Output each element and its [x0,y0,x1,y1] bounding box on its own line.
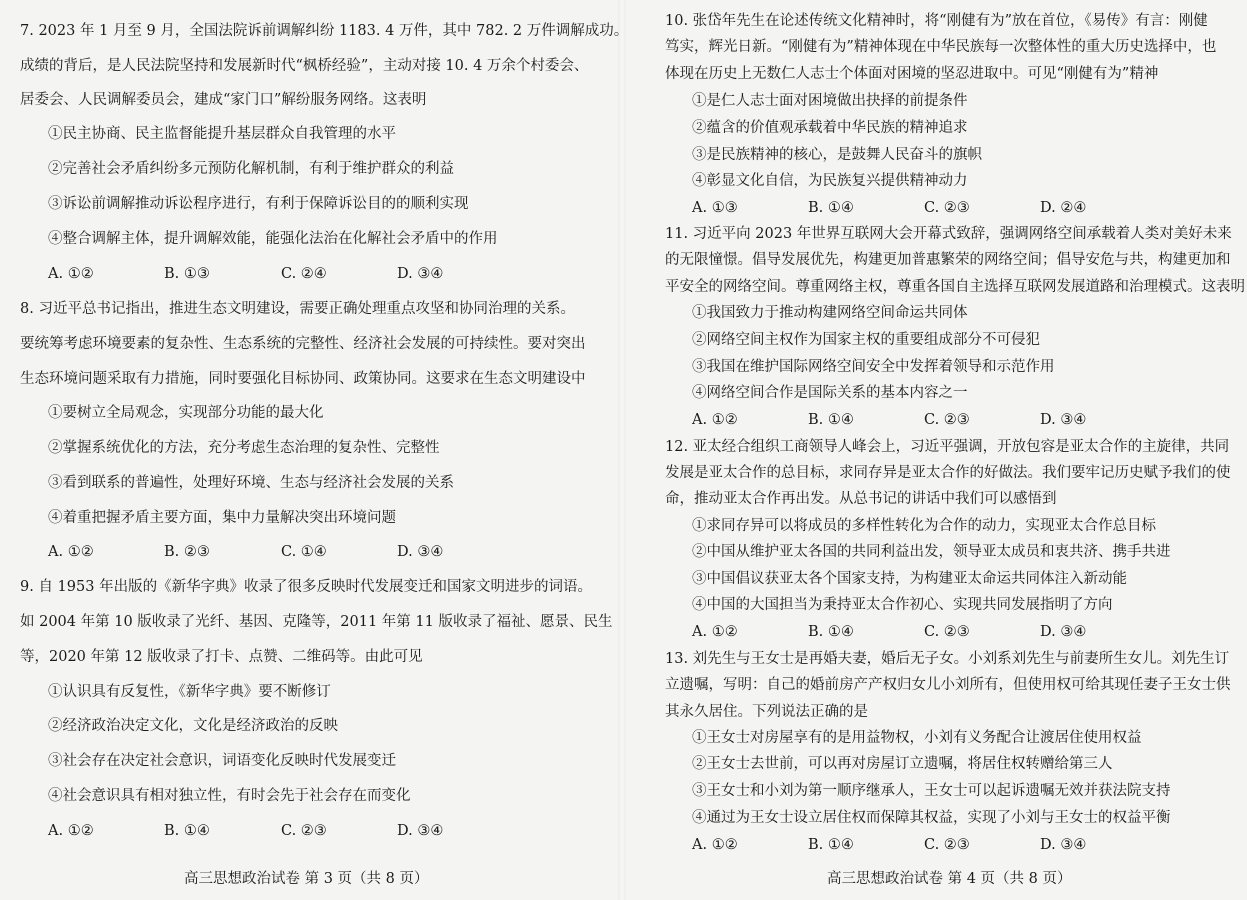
question-text-line: 居委会、人民调解委员会，建成“家门口”解纷服务网络。这表明 [20,92,427,108]
page-footer: 高三思想政治试卷 第 3 页（共 8 页） [184,871,429,887]
question-text-line: 等，2020 年第 12 版收录了打卡、点赞、二维码等。由此可见 [20,649,423,665]
statement-option: ④整合调解主体，提升调解效能，能强化法治在化解社会矛盾中的作用 [48,231,498,247]
question-text-line: 平安全的网络空间。尊重网络主权，尊重各国自主选择互联网发展道路和治理模式。这表明 [665,279,1245,295]
answer-choice: C. ②③ [924,624,970,640]
statement-option: ④彰显文化自信，为民族复兴提供精神动力 [692,173,968,189]
answer-choice: A. ①② [692,837,738,853]
answer-choice: A. ①② [48,266,94,282]
question-text-line: 命，推动亚太合作再出发。从总书记的讲话中我们可以感悟到 [665,491,1057,507]
answer-choice: D. ③④ [1040,412,1087,428]
question-text-line: 7. 2023 年 1 月至 9 月，全国法院诉前调解纠纷 1183. 4 万件，其中 782. 2 万件调解成功。 [20,23,629,39]
answer-choice: C. ②④ [281,266,327,282]
answer-choice: B. ①④ [808,412,854,428]
answer-choice: B. ②③ [164,544,210,560]
statement-option: ②王女士去世前，可以再对房屋订立遗嘱，将居住权转赠给第三人 [692,756,1113,772]
question-text-line: 其永久居住。下列说法正确的是 [665,704,868,720]
statement-option: ②完善社会矛盾纠纷多元预防化解机制，有利于维护群众的利益 [48,161,454,177]
page-footer: 高三思想政治试卷 第 4 页（共 8 页） [827,871,1072,887]
statement-option: ②中国从维护亚太各国的共同利益出发，领导亚太成员和衷共济、携手共进 [692,544,1171,560]
question-text-line: 体现在历史上无数仁人志士个体面对困境的坚忍进取中。可见“刚健有为”精神 [665,66,1159,82]
answer-choice: A. ①② [692,624,738,640]
answer-choice: C. ①④ [281,544,327,560]
answer-choice: C. ②③ [281,823,327,839]
statement-option: ②网络空间主权作为国家主权的重要组成部分不可侵犯 [692,332,1040,348]
statement-option: ①求同存异可以将成员的多样性转化为合作的动力，实现亚太合作总目标 [692,518,1156,534]
answer-choice: C. ②③ [924,200,970,216]
answer-choice: B. ①④ [808,200,854,216]
statement-option: ①是仁人志士面对困境做出抉择的前提条件 [692,93,968,109]
answer-choice: D. ③④ [397,266,444,282]
question-text-line: 9. 自 1953 年出版的《新华字典》收录了很多反映时代发展变迁和国家文明进步的词语。 [20,579,593,595]
question-text-line: 10. 张岱年先生在论述传统文化精神时，将“刚健有为”放在首位，《易传》有言：刚健 [665,13,1208,29]
question-text-line: 生态环境问题采取有力措施，同时要强化目标协同、政策协同。这要求在生态文明建设中 [20,371,586,387]
statement-option: ①王女士对房屋享有的是用益物权，小刘有义务配合让渡居住使用权益 [692,730,1142,746]
question-text-line: 发展是亚太合作的总目标，求同存异是亚太合作的好做法。我们要牢记历史赋予我们的使 [665,465,1231,481]
statement-option: ③是民族精神的核心，是鼓舞人民奋斗的旗帜 [692,147,982,163]
statement-option: ④中国的大国担当为秉持亚太合作初心、实现共同发展指明了方向 [692,597,1113,613]
answer-choice: B. ①④ [808,624,854,640]
answer-choice: A. ①② [692,412,738,428]
answer-choice: C. ②③ [924,837,970,853]
answer-choice: D. ③④ [1040,837,1087,853]
statement-option: ③看到联系的普遍性，处理好环境、生态与经济社会发展的关系 [48,475,454,491]
statement-option: ②经济政治决定文化，文化是经济政治的反映 [48,718,338,734]
question-text-line: 8. 习近平总书记指出，推进生态文明建设，需要正确处理重点攻坚和协同治理的关系。 [20,301,575,317]
statement-option: ③我国在维护国际网络空间安全中发挥着领导和示范作用 [692,359,1055,375]
statement-option: ①要树立全局观念，实现部分功能的最大化 [48,405,324,421]
page-gutter [618,0,626,900]
statement-option: ①民主协商、民主监督能提升基层群众自我管理的水平 [48,126,396,142]
question-text-line: 要统筹考虑环境要素的复杂性、生态系统的完整性、经济社会发展的可持续性。要对突出 [20,336,586,352]
answer-choice: A. ①③ [692,200,738,216]
question-text-line: 11. 习近平向 2023 年世界互联网大会开幕式致辞，强调网络空间承载着人类对美好未来 [665,226,1232,242]
question-text-line: 如 2004 年第 10 版收录了光纤、基因、克隆等，2011 年第 11 版收录了福祉、愿景、民生 [20,614,613,630]
answer-choice: B. ①④ [808,837,854,853]
statement-option: ②掌握系统优化的方法，充分考虑生态治理的复杂性、完整性 [48,440,440,456]
statement-option: ③王女士和小刘为第一顺序继承人，王女士可以起诉遗嘱无效并获法院支持 [692,783,1171,799]
question-text-line: 的无限憧憬。倡导发展优先，构建更加普惠繁荣的网络空间；倡导安危与共，构建更加和 [665,252,1231,268]
statement-option: ④着重把握矛盾主要方面，集中力量解决突出环境问题 [48,510,396,526]
question-text-line: 成绩的背后，是人民法院坚持和发展新时代“枫桥经验”，主动对接 10. 4 万余个村委会、 [20,58,589,74]
answer-choice: A. ①② [48,823,94,839]
answer-choice: C. ②③ [924,412,970,428]
answer-choice: A. ①② [48,544,94,560]
statement-option: ①认识具有反复性，《新华字典》要不断修订 [48,684,331,700]
answer-choice: D. ②④ [1040,200,1087,216]
question-text-line: 笃实，辉光日新。“刚健有为”精神体现在中华民族每一次整体性的重大历史选择中，也 [665,39,1217,55]
question-text-line: 12. 亚太经合组织工商领导人峰会上，习近平强调，开放包容是亚太合作的主旋律，共同 [665,439,1230,455]
question-text-line: 13. 刘先生与王女士是再婚夫妻，婚后无子女。小刘系刘先生与前妻所生女儿。刘先生订 [665,651,1230,667]
answer-choice: B. ①③ [164,266,210,282]
statement-option: ②蕴含的价值观承载着中华民族的精神追求 [692,120,968,136]
right-page [630,0,1245,900]
answer-choice: D. ③④ [397,823,444,839]
statement-option: ③诉讼前调解推动诉讼程序进行，有利于保障诉讼目的的顺利实现 [48,196,469,212]
statement-option: ④通过为王女士设立居住权而保障其权益，实现了小刘与王女士的权益平衡 [692,810,1171,826]
question-text-line: 立遗嘱，写明：自己的婚前房产产权归女儿小刘所有，但使用权可给其现任妻子王女士供 [665,677,1231,693]
statement-option: ④社会意识具有相对独立性，有时会先于社会存在而变化 [48,788,411,804]
statement-option: ①我国致力于推动构建网络空间命运共同体 [692,305,968,321]
answer-choice: B. ①④ [164,823,210,839]
statement-option: ④网络空间合作是国际关系的基本内容之一 [692,385,968,401]
statement-option: ③中国倡议获亚太各个国家支持，为构建亚太命运共同体注入新动能 [692,571,1127,587]
answer-choice: D. ③④ [397,544,444,560]
answer-choice: D. ③④ [1040,624,1087,640]
statement-option: ③社会存在决定社会意识，词语变化反映时代发展变迁 [48,753,396,769]
